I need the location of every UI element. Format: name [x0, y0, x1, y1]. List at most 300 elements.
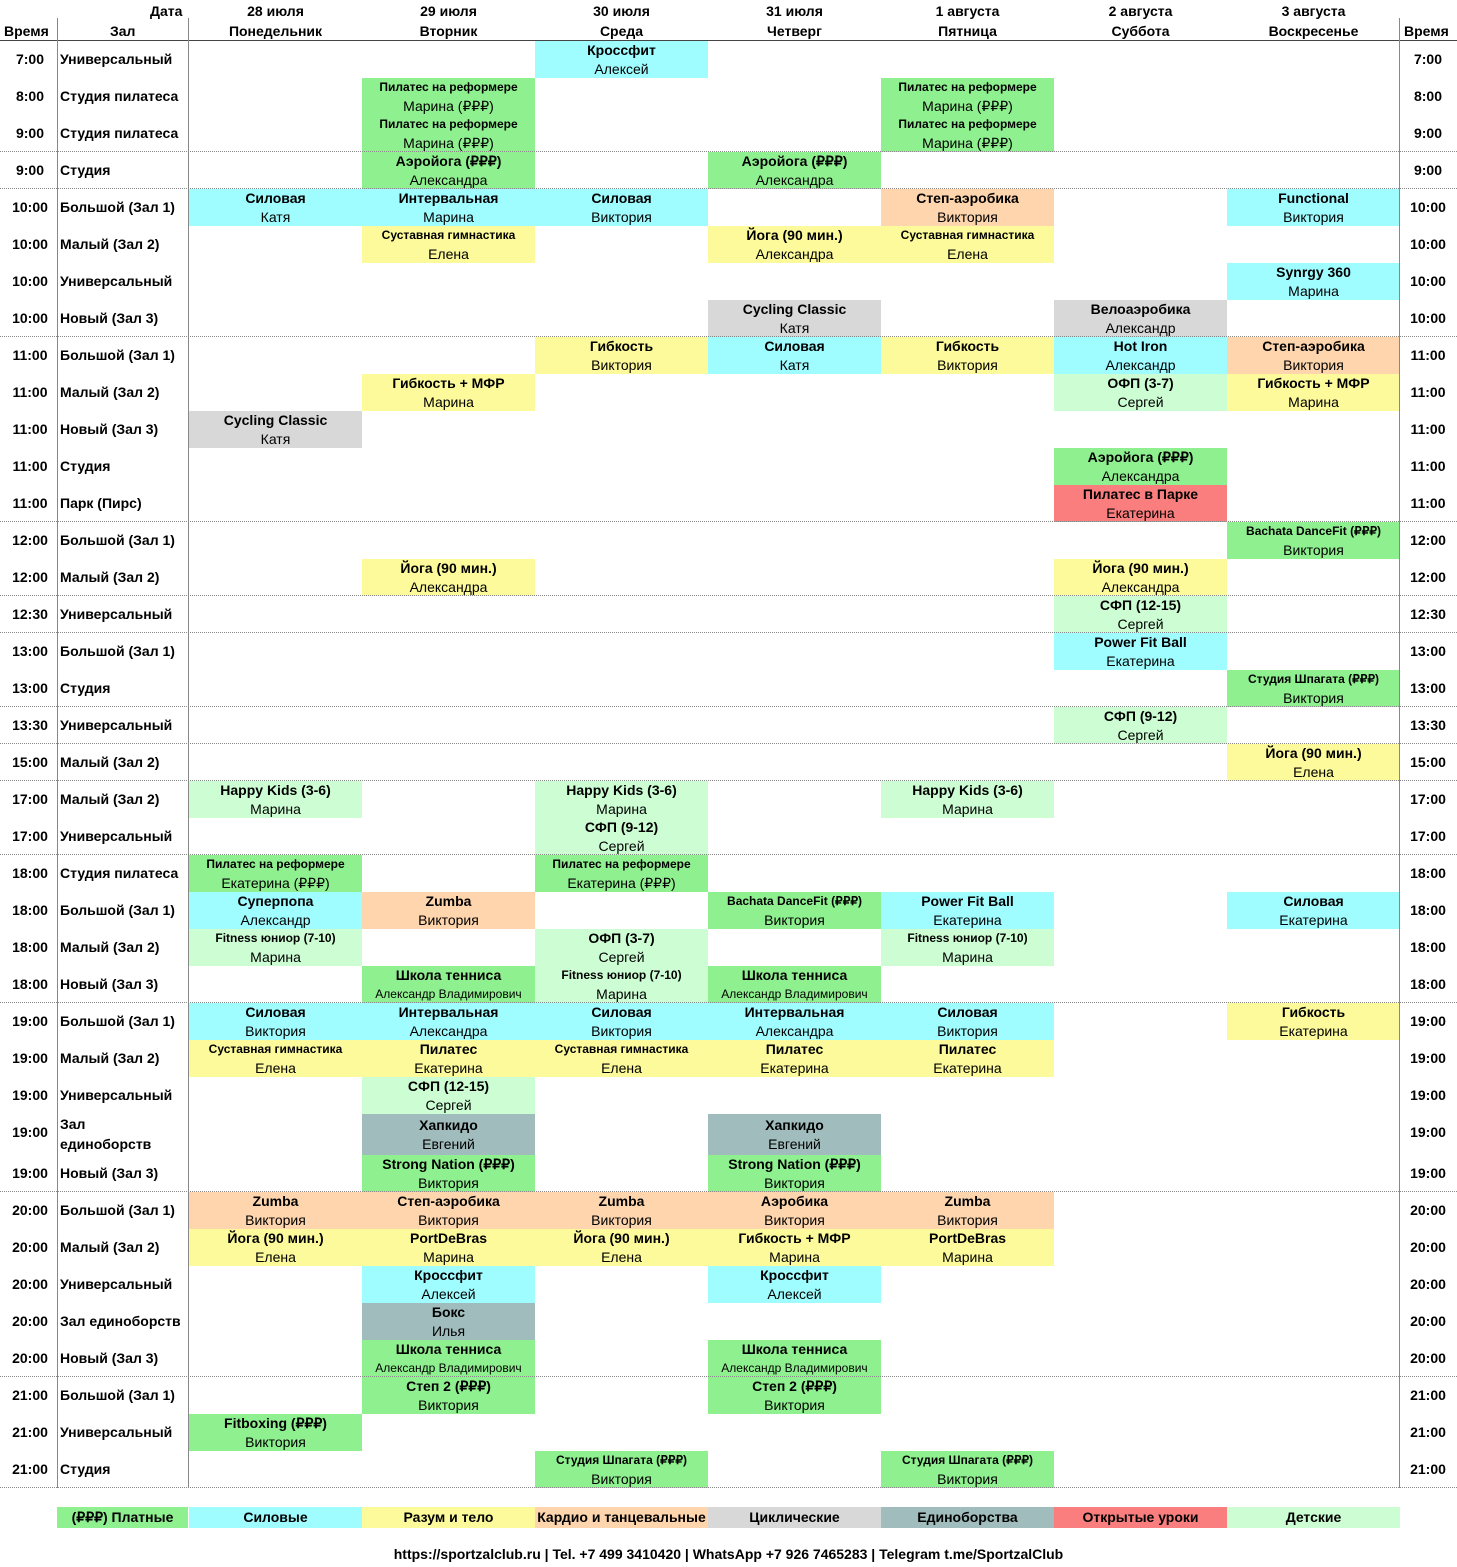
class-cell[interactable]: [362, 1003, 535, 1040]
class-title: Пилатес на реформере: [379, 80, 518, 94]
class-title: Силовая: [591, 190, 652, 206]
time-cell: 21:00: [12, 1424, 48, 1440]
time-cell-right: 21:00: [1410, 1424, 1446, 1440]
class-trainer: Виктория: [764, 1175, 825, 1191]
class-cell[interactable]: [189, 855, 362, 892]
class-title: Суставная гимнастика: [208, 1042, 343, 1056]
class-cell[interactable]: [1054, 707, 1227, 744]
class-title: СФП (9-12): [1103, 708, 1178, 724]
room-cell: Новый (Зал 3): [60, 310, 159, 326]
time-cell-right: 19:00: [1410, 1165, 1446, 1181]
room-cell: Универсальный: [60, 717, 173, 733]
class-cell[interactable]: [362, 1303, 535, 1340]
class-trainer: Сергей: [598, 949, 645, 965]
class-trainer: Екатерина: [414, 1060, 483, 1076]
class-title: Суставная гимнастика: [900, 228, 1035, 242]
time-cell: 19:00: [12, 1165, 48, 1181]
class-cell[interactable]: [189, 1229, 362, 1266]
class-cell[interactable]: [1054, 374, 1227, 411]
class-trainer: Катя: [260, 431, 291, 447]
time-cell: 13:00: [12, 680, 48, 696]
class-title: Йога (90 мин.): [573, 1230, 670, 1246]
room-cell: Малый (Зал 2): [60, 754, 160, 770]
class-trainer: Виктория: [591, 209, 652, 225]
time-cell-right: 17:00: [1410, 828, 1446, 844]
class-cell[interactable]: [535, 189, 708, 226]
class-title: Zumba: [598, 1193, 645, 1209]
class-cell[interactable]: [1054, 300, 1227, 337]
class-trainer: Евгений: [422, 1136, 475, 1152]
class-title: Кроссфит: [587, 42, 656, 58]
class-trainer: Катя: [260, 209, 291, 225]
class-trainer: Александр: [1105, 320, 1176, 336]
class-title: Йога (90 мин.): [746, 227, 843, 243]
class-title: Степ-аэробика: [916, 190, 1019, 206]
class-cell[interactable]: [1054, 337, 1227, 374]
room-cell: Большой (Зал 1): [60, 1202, 175, 1218]
class-cell[interactable]: [881, 892, 1054, 929]
class-title: Пилатес: [938, 1041, 997, 1057]
class-cell[interactable]: [535, 966, 708, 1003]
class-trainer: Александра: [409, 172, 488, 188]
class-cell[interactable]: [1227, 1003, 1400, 1040]
legend-item: Силовые: [189, 1507, 362, 1528]
class-trainer: Виктория: [245, 1023, 306, 1039]
class-cell[interactable]: [881, 781, 1054, 818]
class-title: Степ-аэробика: [1262, 338, 1365, 354]
class-cell[interactable]: [535, 929, 708, 966]
time-cell: 7:00: [15, 51, 45, 67]
time-cell-right: 13:30: [1410, 717, 1446, 733]
class-cell[interactable]: [362, 1077, 535, 1114]
class-title: Аэробика: [760, 1193, 829, 1209]
time-cell: 17:00: [12, 791, 48, 807]
class-trainer: Виктория: [937, 1471, 998, 1487]
class-trainer: Евгений: [768, 1136, 821, 1152]
class-trainer: Елена: [947, 246, 988, 262]
class-trainer: Марина: [250, 949, 301, 965]
grid-bottom-divider: [0, 1487, 1457, 1488]
class-cell[interactable]: [1227, 670, 1400, 707]
day-date: 31 июля: [766, 3, 823, 19]
time-cell-right: 20:00: [1410, 1276, 1446, 1292]
room-cell: Студия: [60, 1461, 111, 1477]
class-trainer: Алексей: [767, 1286, 822, 1302]
day-weekday: Суббота: [1111, 23, 1170, 39]
class-cell[interactable]: [881, 929, 1054, 966]
room-cell: Студия: [60, 162, 111, 178]
class-cell[interactable]: [1227, 189, 1400, 226]
class-cell[interactable]: [881, 1229, 1054, 1266]
time-cell: 20:00: [12, 1313, 48, 1329]
time-cell: 19:00: [12, 1124, 48, 1140]
class-cell[interactable]: [1054, 485, 1227, 522]
class-title: Пилатес на реформере: [898, 80, 1037, 94]
class-title: Студия Шпагата (₽₽₽): [1248, 672, 1379, 686]
time-cell-right: 13:00: [1410, 643, 1446, 659]
time-cell-right: 11:00: [1410, 495, 1446, 511]
class-title: ОФП (3-7): [588, 930, 655, 946]
class-cell[interactable]: [189, 1040, 362, 1077]
time-cell-right: 10:00: [1410, 236, 1446, 252]
class-cell[interactable]: [1054, 559, 1227, 596]
class-cell[interactable]: [708, 1266, 881, 1303]
time-label: Время: [4, 23, 49, 39]
class-cell[interactable]: [535, 1451, 708, 1488]
column-divider: [1399, 18, 1400, 1488]
class-title: Happy Kids (3-6): [220, 782, 331, 798]
class-trainer: Марина: [942, 801, 993, 817]
class-cell[interactable]: [708, 300, 881, 337]
class-cell[interactable]: [362, 115, 535, 152]
class-title: Аэройога (₽₽₽): [741, 153, 848, 169]
class-title: Гибкость: [1281, 1004, 1346, 1020]
class-cell[interactable]: [362, 1229, 535, 1266]
class-title: Силовая: [1283, 893, 1344, 909]
class-cell[interactable]: [189, 1003, 362, 1040]
class-cell[interactable]: [1227, 374, 1400, 411]
class-cell[interactable]: [881, 337, 1054, 374]
class-cell[interactable]: [535, 337, 708, 374]
class-cell[interactable]: [708, 1003, 881, 1040]
room-cell: Новый (Зал 3): [60, 976, 159, 992]
class-title: Кроссфит: [760, 1267, 829, 1283]
room-cell: Универсальный: [60, 1276, 173, 1292]
class-trainer: Александр: [240, 912, 311, 928]
class-cell[interactable]: [708, 1229, 881, 1266]
class-title: Fitboxing (₽₽₽): [224, 1415, 327, 1431]
class-cell[interactable]: [189, 189, 362, 226]
class-trainer: Александра: [1101, 579, 1180, 595]
day-date: 1 августа: [935, 3, 1000, 19]
class-trainer: Екатерина (₽₽₽): [567, 875, 676, 891]
class-title: Пилатес на реформере: [552, 857, 691, 871]
class-title: Степ 2 (₽₽₽): [752, 1378, 837, 1394]
class-trainer: Виктория: [245, 1434, 306, 1450]
class-trainer: Виктория: [1283, 209, 1344, 225]
class-cell[interactable]: [1227, 892, 1400, 929]
time-cell: 12:30: [12, 606, 48, 622]
class-cell[interactable]: [535, 1229, 708, 1266]
class-cell[interactable]: [881, 1451, 1054, 1488]
class-cell[interactable]: [362, 78, 535, 115]
time-cell: 18:00: [12, 939, 48, 955]
class-cell[interactable]: [708, 337, 881, 374]
class-trainer: Марина: [423, 209, 474, 225]
class-cell[interactable]: [362, 1040, 535, 1077]
class-cell[interactable]: [362, 1266, 535, 1303]
class-trainer: Виктория: [1283, 690, 1344, 706]
class-trainer: Александр Владимирович: [375, 1361, 522, 1375]
class-trainer: Марина: [1288, 283, 1339, 299]
class-title: PortDeBras: [928, 1230, 1007, 1246]
class-trainer: Елена: [601, 1060, 642, 1076]
day-date: 28 июля: [247, 3, 304, 19]
class-cell[interactable]: [1227, 522, 1400, 559]
class-title: Йога (90 мин.): [227, 1230, 324, 1246]
class-cell[interactable]: [708, 1340, 881, 1377]
time-cell-right: 20:00: [1410, 1350, 1446, 1366]
class-trainer: Алексей: [421, 1286, 476, 1302]
class-trainer: Екатерина: [933, 912, 1002, 928]
time-cell-right: 12:00: [1410, 569, 1446, 585]
class-title: Happy Kids (3-6): [566, 782, 677, 798]
class-title: Бокс: [431, 1304, 466, 1320]
class-title: Хапкидо: [765, 1117, 824, 1133]
room-cell: Большой (Зал 1): [60, 902, 175, 918]
room-cell: Универсальный: [60, 273, 173, 289]
class-trainer: Александра: [409, 1023, 488, 1039]
time-cell: 10:00: [12, 199, 48, 215]
class-cell[interactable]: [362, 374, 535, 411]
class-trainer: Сергей: [425, 1097, 472, 1113]
class-cell[interactable]: [881, 226, 1054, 263]
class-cell[interactable]: [708, 966, 881, 1003]
time-cell-right: 18:00: [1410, 865, 1446, 881]
time-cell: 17:00: [12, 828, 48, 844]
class-cell[interactable]: [881, 189, 1054, 226]
time-cell-right: 11:00: [1410, 347, 1446, 363]
class-trainer: Елена: [1293, 764, 1334, 780]
time-cell: 10:00: [12, 273, 48, 289]
class-title: Пилатес на реформере: [206, 857, 345, 871]
time-cell-right: 19:00: [1410, 1050, 1446, 1066]
room-cell: Зал единоборств: [60, 1313, 181, 1329]
class-trainer: Виктория: [591, 1471, 652, 1487]
class-title: Суставная гимнастика: [381, 228, 516, 242]
class-cell[interactable]: [189, 1414, 362, 1451]
class-trainer: Виктория: [764, 912, 825, 928]
class-title: Степ 2 (₽₽₽): [406, 1378, 491, 1394]
class-cell[interactable]: [881, 115, 1054, 152]
class-cell[interactable]: [1054, 633, 1227, 670]
class-trainer: Александр Владимирович: [721, 1361, 868, 1375]
room-cell: Малый (Зал 2): [60, 939, 160, 955]
room-cell: Новый (Зал 3): [60, 1350, 159, 1366]
class-title: Интервальная: [398, 1004, 499, 1020]
class-cell[interactable]: [189, 781, 362, 818]
room-cell: Большой (Зал 1): [60, 532, 175, 548]
class-title: Synrgy 360: [1276, 264, 1351, 280]
time-divider: [0, 632, 1457, 633]
class-cell[interactable]: [708, 1040, 881, 1077]
class-cell[interactable]: [362, 966, 535, 1003]
room-cell: Универсальный: [60, 1424, 173, 1440]
day-weekday: Понедельник: [228, 23, 323, 39]
day-weekday: Пятница: [938, 23, 997, 39]
class-trainer: Виктория: [937, 209, 998, 225]
class-cell[interactable]: [362, 892, 535, 929]
time-cell-right: 10:00: [1410, 310, 1446, 326]
class-cell[interactable]: [189, 1192, 362, 1229]
class-cell[interactable]: [362, 1377, 535, 1414]
room-label: Зал: [110, 23, 136, 39]
day-date: 2 августа: [1108, 3, 1173, 19]
class-cell[interactable]: [189, 929, 362, 966]
class-cell[interactable]: [362, 152, 535, 189]
class-cell[interactable]: [362, 1114, 535, 1155]
class-cell[interactable]: [362, 1155, 535, 1192]
class-trainer: Виктория: [418, 912, 479, 928]
class-title: Гибкость: [589, 338, 654, 354]
time-cell-right: 10:00: [1410, 199, 1446, 215]
class-title: Студия Шпагата (₽₽₽): [902, 1453, 1033, 1467]
class-cell[interactable]: [1054, 596, 1227, 633]
class-title: Пилатес в Парке: [1082, 486, 1199, 502]
class-title: СФП (9-12): [584, 819, 659, 835]
time-cell: 11:00: [12, 421, 48, 437]
class-cell[interactable]: [881, 78, 1054, 115]
room-cell: Универсальный: [60, 1087, 173, 1103]
class-trainer: Марина: [423, 394, 474, 410]
class-title: Силовая: [591, 1004, 652, 1020]
time-cell-right: 20:00: [1410, 1202, 1446, 1218]
class-cell[interactable]: [708, 1377, 881, 1414]
room-cell: Универсальный: [60, 51, 173, 67]
class-cell[interactable]: [362, 226, 535, 263]
column-divider: [57, 18, 58, 1488]
time-cell: 11:00: [12, 347, 48, 363]
class-cell[interactable]: [881, 1040, 1054, 1077]
time-cell: 19:00: [12, 1013, 48, 1029]
room-cell: Большой (Зал 1): [60, 1013, 175, 1029]
class-title: Zumba: [425, 893, 472, 909]
room-cell: Студия пилатеса: [60, 865, 179, 881]
class-cell[interactable]: [189, 892, 362, 929]
time-cell: 20:00: [12, 1276, 48, 1292]
class-title: Силовая: [245, 190, 306, 206]
legend-item: Разум и тело: [362, 1507, 535, 1528]
legend-item: Детские: [1227, 1507, 1400, 1528]
room-cell: Парк (Пирс): [60, 495, 142, 511]
class-title: Йога (90 мин.): [400, 560, 497, 576]
class-title: PortDeBras: [409, 1230, 488, 1246]
class-trainer: Александра: [755, 172, 834, 188]
class-cell[interactable]: [708, 1192, 881, 1229]
legend-item: Кардио и танцевальные: [535, 1507, 708, 1528]
time-cell-right: 20:00: [1410, 1239, 1446, 1255]
class-cell[interactable]: [362, 189, 535, 226]
class-cell[interactable]: [708, 152, 881, 189]
class-trainer: Марина: [596, 986, 647, 1002]
time-cell-right: 19:00: [1410, 1124, 1446, 1140]
class-cell[interactable]: [362, 1192, 535, 1229]
class-trainer: Сергей: [598, 838, 645, 854]
class-trainer: Сергей: [1117, 727, 1164, 743]
class-trainer: Екатерина: [1279, 1023, 1348, 1039]
class-title: СФП (12-15): [407, 1078, 490, 1094]
class-cell[interactable]: [535, 818, 708, 855]
class-trainer: Виктория: [245, 1212, 306, 1228]
class-trainer: Виктория: [937, 1212, 998, 1228]
class-title: Zumba: [944, 1193, 991, 1209]
class-title: Школа тенниса: [395, 967, 502, 983]
class-title: Cycling Classic: [742, 301, 847, 317]
time-cell: 11:00: [12, 495, 48, 511]
class-title: Zumba: [252, 1193, 299, 1209]
class-trainer: Александра: [755, 246, 834, 262]
class-trainer: Виктория: [764, 1212, 825, 1228]
class-cell[interactable]: [189, 411, 362, 448]
class-trainer: Екатерина: [933, 1060, 1002, 1076]
class-trainer: Виктория: [764, 1397, 825, 1413]
class-cell[interactable]: [362, 559, 535, 596]
time-divider: [0, 706, 1457, 707]
time-cell: 19:00: [12, 1050, 48, 1066]
class-cell[interactable]: [1227, 337, 1400, 374]
room-cell: Зал единоборств: [60, 1116, 152, 1152]
class-cell[interactable]: [708, 1155, 881, 1192]
class-title: Functional: [1278, 190, 1349, 206]
room-cell: Большой (Зал 1): [60, 643, 175, 659]
column-divider: [188, 18, 189, 1488]
class-cell[interactable]: [708, 892, 881, 929]
class-cell[interactable]: [1227, 263, 1400, 300]
class-title: Велоаэробика: [1090, 301, 1191, 317]
class-cell[interactable]: [881, 1003, 1054, 1040]
class-title: Аэройога (₽₽₽): [1087, 449, 1194, 465]
time-divider: [0, 595, 1457, 596]
time-cell: 12:00: [12, 532, 48, 548]
class-cell[interactable]: [535, 1003, 708, 1040]
class-trainer: Сергей: [1117, 394, 1164, 410]
class-cell[interactable]: [535, 781, 708, 818]
time-cell: 13:00: [12, 643, 48, 659]
class-title: Кроссфит: [414, 1267, 483, 1283]
class-cell[interactable]: [1227, 744, 1400, 781]
legend-item: Циклические: [708, 1507, 881, 1528]
class-title: Happy Kids (3-6): [912, 782, 1023, 798]
class-trainer: Илья: [431, 1323, 466, 1339]
class-cell[interactable]: [708, 1114, 881, 1155]
day-weekday: Четверг: [767, 23, 822, 39]
time-cell: 10:00: [12, 236, 48, 252]
time-cell-right: 19:00: [1410, 1087, 1446, 1103]
legend-item: Единоборства: [881, 1507, 1054, 1528]
class-trainer: Виктория: [418, 1397, 479, 1413]
class-trainer: Екатерина: [1279, 912, 1348, 928]
room-cell: Новый (Зал 3): [60, 1165, 159, 1181]
class-title: Йога (90 мин.): [1265, 745, 1362, 761]
time-cell: 21:00: [12, 1387, 48, 1403]
class-cell[interactable]: [535, 1040, 708, 1077]
time-cell-right: 19:00: [1410, 1013, 1446, 1029]
class-cell[interactable]: [362, 1340, 535, 1377]
class-cell[interactable]: [535, 1192, 708, 1229]
class-trainer: Елена: [255, 1060, 296, 1076]
class-title: Хапкидо: [419, 1117, 478, 1133]
room-cell: Малый (Зал 2): [60, 791, 160, 807]
class-title: Школа тенниса: [741, 967, 848, 983]
time-cell: 18:00: [12, 865, 48, 881]
date-label: Дата: [150, 3, 183, 19]
class-cell[interactable]: [535, 41, 708, 78]
class-title: Bachata DanceFit (₽₽₽): [727, 894, 862, 908]
class-cell[interactable]: [1054, 448, 1227, 485]
time-cell: 20:00: [12, 1350, 48, 1366]
class-title: Силовая: [245, 1004, 306, 1020]
class-cell[interactable]: [535, 855, 708, 892]
class-cell[interactable]: [708, 226, 881, 263]
class-cell[interactable]: [881, 1192, 1054, 1229]
room-cell: Универсальный: [60, 828, 173, 844]
header-divider: [0, 40, 1457, 41]
time-cell-right: 20:00: [1410, 1313, 1446, 1329]
time-cell: 15:00: [12, 754, 48, 770]
class-trainer: Марина: [1288, 394, 1339, 410]
class-trainer: Марина: [942, 949, 993, 965]
class-title: Суставная гимнастика: [554, 1042, 689, 1056]
